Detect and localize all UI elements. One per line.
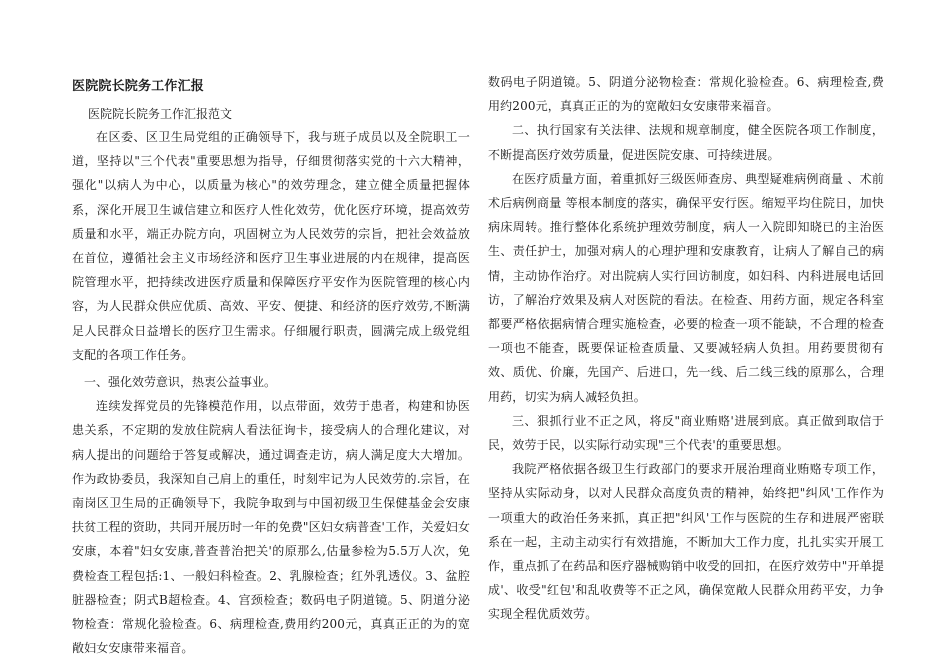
section-1-paragraph: 连续发挥党员的先锋模范作用，以点带面，效劳于患者，构建和协医患关系，不定期的发放住院病人看法征询卡，接受病人的合理化建议，对病人提出的问题给于答复或解决，通过调查走访，病人满足度大大增加。作为政协委员，我深知自己肩上的重任，时刻牢记为人民效劳的.宗旨，在南岗区卫生局的正确领导下，我院争取到与中国初级卫生保健基金会安康扶贫工程的资助，共同开展历时一年的免费"区妇女病普查'工作，关爱妇女安康，本着"妇女安康,普查普治把关'的原那么,估量参检为5.5万人次，免费检查工程包括:1、一般妇科检查。2、乳腺检查；红外乳透仪。3、盆腔脏器检查；阴式B超检查。4、宫颈检查；数码电子阴道镜。5、阴道分泌物检查：常规化验检查。6、病理检查,费用约200元，真真正正的为的宽敞妇女安康带来福音。 (72, 399, 470, 656)
section-3-paragraph: 我院严格依据各级卫生行政部门的要求开展治理商业贿赂专项工作，坚持从实际动身，以对人民群众高度负责的精神，始终把"纠风'工作作为一项重大的政治任务来抓，真正把"纠风'工作与医院的生存和进展严密联系在一起，主动主动实行有效措施，不断加大工作力度，扎扎实实开展工作，重点抓了在药品和医疗器械购销中收受的回扣，在医疗效劳中"开单提成'、收受"红包'和乱收费等不正之风，确保宽敞人民群众用药平安，力争实现全程优质效劳。 (488, 462, 884, 622)
right-column (488, 70, 884, 627)
document-title: 医院院长院务工作汇报 (72, 79, 205, 94)
section-2-heading: 二、执行国家有关法律、法规和规章制度，健全医院各项工作制度，不断提高医疗效劳质量，促进医院安康、可持续进展。 (488, 123, 884, 162)
continuation-text: 数码电子阴道镜。5、阴道分泌物检查：常规化验检查。6、病理检查,费用约200元，真真正正的为的宽敞妇女安康带来福音。 (488, 75, 884, 114)
section-1 (72, 370, 470, 656)
section-3-heading: 三、狠抓行业不正之风，将反"商业贿赂'进展到底。真正做到取信于民，效劳于民，以实际行动实现"三个代表'的重要思想。 (488, 413, 884, 453)
section-1-continuation (488, 70, 884, 118)
intro-paragraph: 在区委、区卫生局党组的正确领导下，我与班子成员以及全院职工一道，坚持以"三个代表"重要思想为指导，仔细贯彻落实党的十六大精神，强化"以病人为中心，以质量为核心"的效劳理念，建立健全质量把握体系，深化开展卫生诚信建立和医疗人性化效劳，优化医疗环境，提高效劳质量和水平，端正办院方向，巩固树立为人民效劳的宗旨，把社会效益放在首位，遵循社会主义市场经济和医疗卫生事业进展的内在规律，提高医院管理水平，把持续改进医疗质量和保障医疗平安作为医院管理的核心内容，为人民群众供应优质、高效、平安、便捷、和经济的医疗效劳,不断满足人民群众日益增长的医疗卫生需求。仔细履行职责，圆满完成上级党组支配的各项工作任务。 (72, 130, 470, 362)
document-subtitle: 医院院长院务工作汇报范文 (88, 107, 233, 121)
section-1-heading: 一、强化效劳意识，热衷公益事业。 (84, 375, 277, 389)
section-2-paragraph: 在医疗质量方面，着重抓好三级医师查房、典型疑难病例商量 、术前术后病例商量 等根本制度的落实，确保平安行医。缩短平均住院日，加快病床周转。推行整体化系统护理效劳制度，病人一入院即知晓已的主治医生、责任护士，加强对病人的心理护理和安康教育，让病人了解自己的病情，主动协作治疗。对出院病人实行回访制度，如妇科、内科进展电话回访，了解治疗效果及病人对医院的看法。在检查、用药方面，规定各科室都要严格依据病情合理实施检查，必要的检查一项不能缺，不合理的检查一项也不能查，既要保证检查质量、又要减轻病人负担。用药要贯彻有效、质优、价廉，先国产、后进口，先一线、后二线三线的原那么，合理用药，切实为病人减轻负担。 (488, 171, 884, 404)
intro-block (72, 125, 470, 367)
